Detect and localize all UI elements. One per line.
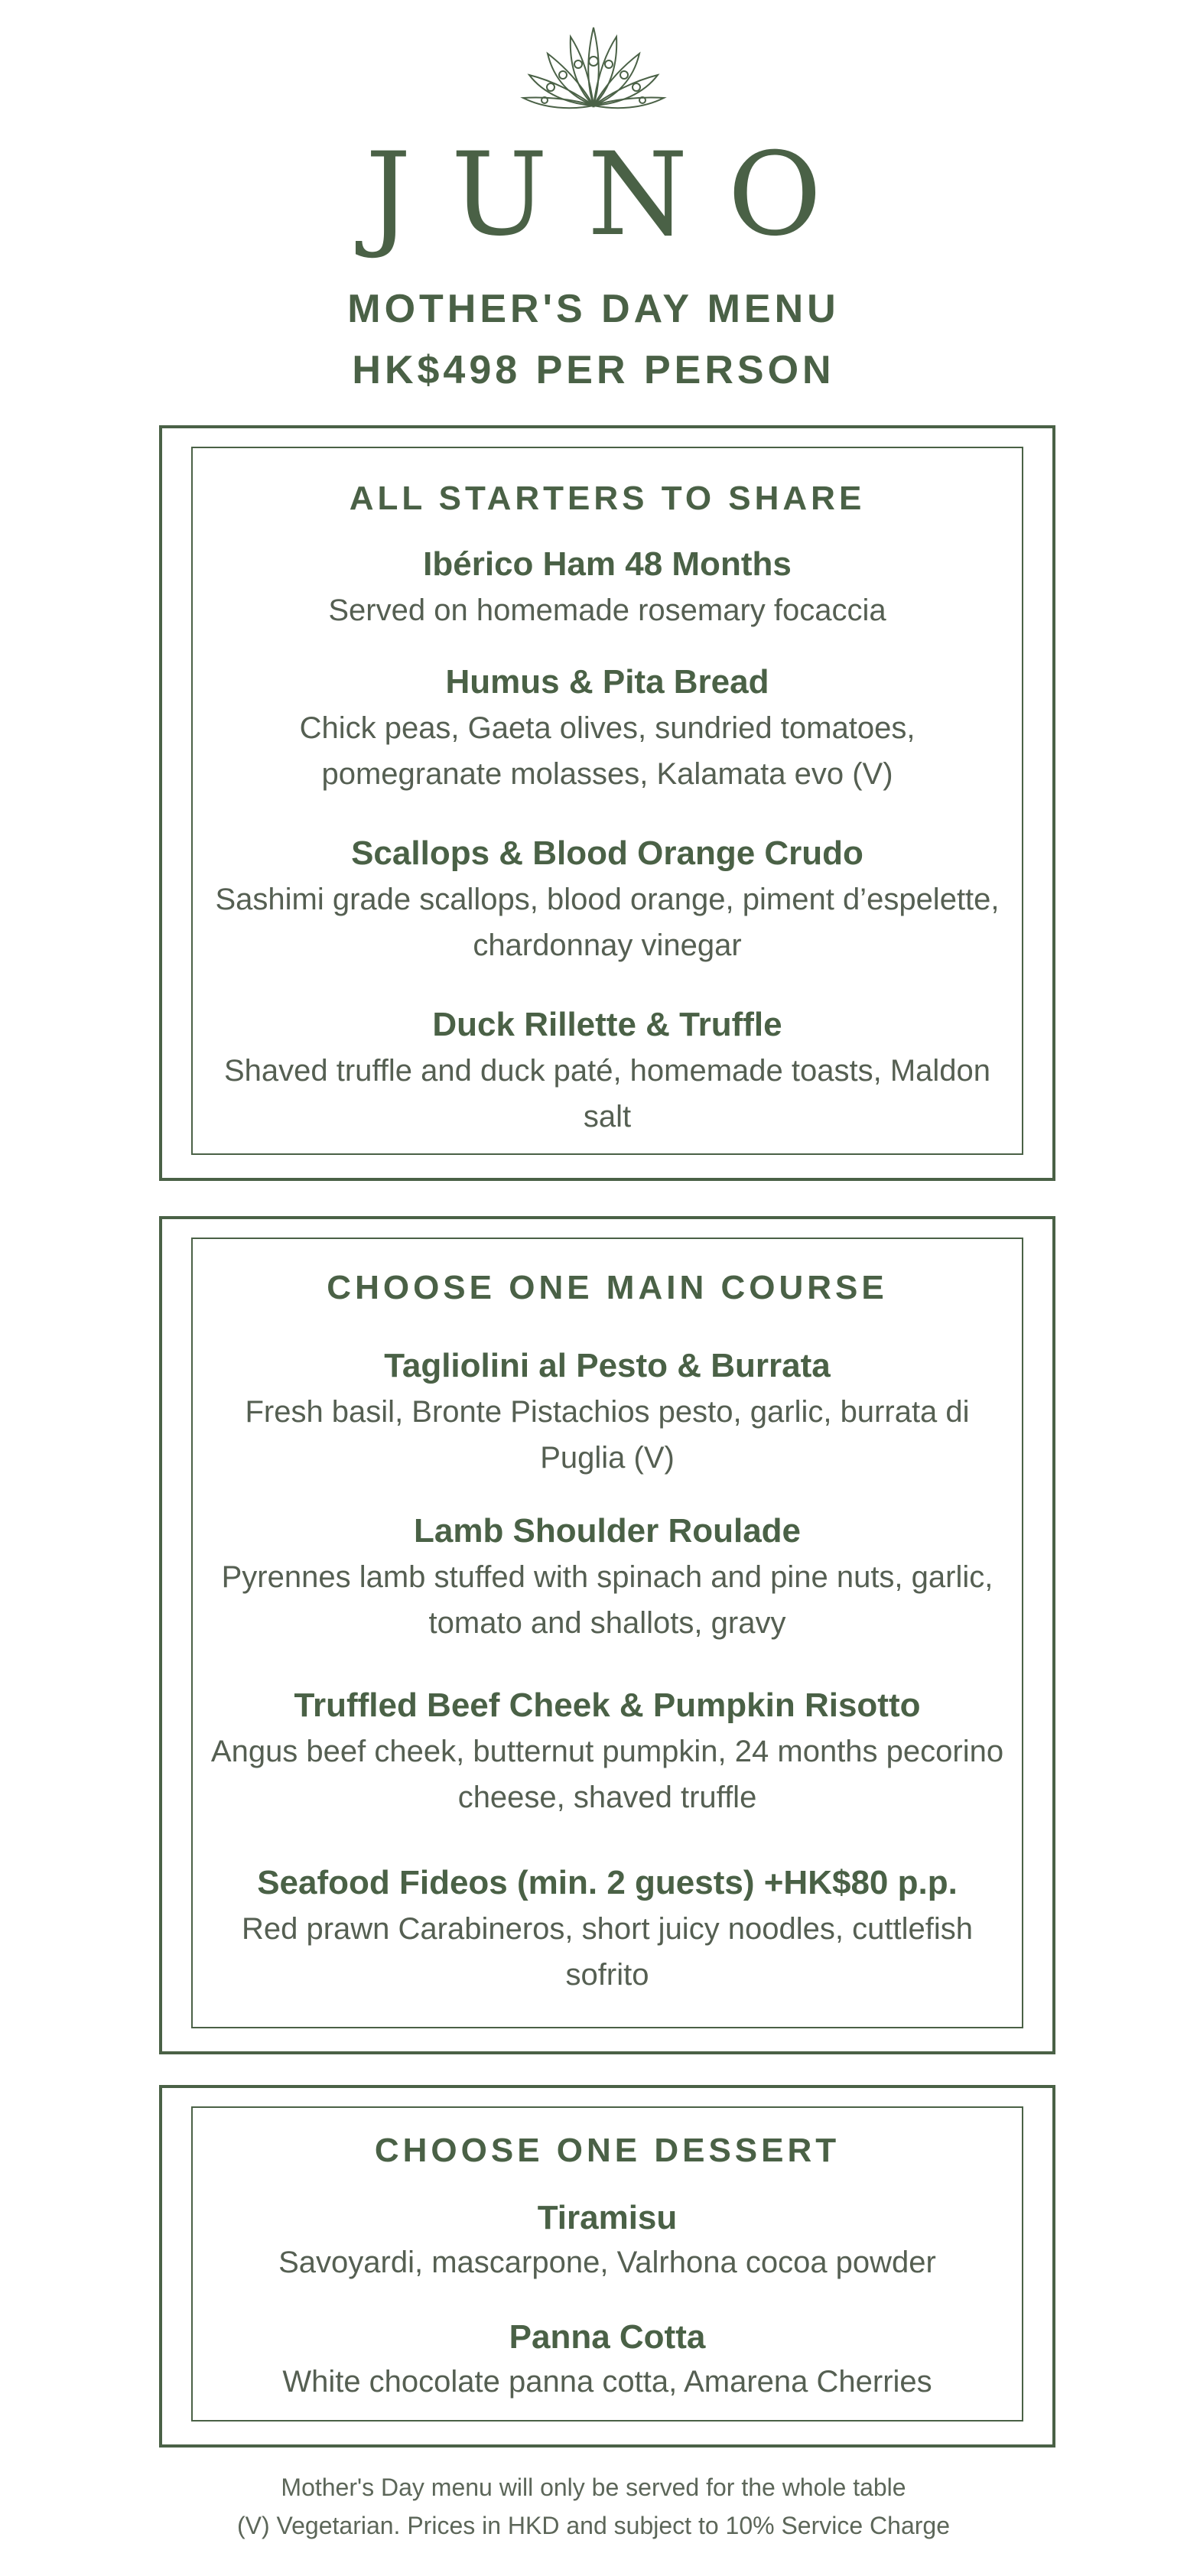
peacock-fan-icon — [517, 14, 670, 113]
mains-section — [159, 1216, 1055, 2054]
starters-heading: ALL STARTERS TO SHARE — [349, 480, 866, 517]
mains-heading: CHOOSE ONE MAIN COURSE — [327, 1269, 888, 1306]
dish-name: Duck Rillette & Truffle — [432, 1006, 782, 1043]
mains-inner-frame — [191, 1238, 1023, 2028]
starters-section — [159, 425, 1055, 1181]
dish-name: Ibérico Ham 48 Months — [423, 545, 792, 583]
dish-name: Tagliolini al Pesto & Burrata — [384, 1347, 831, 1384]
dish-description: Angus beef cheek, butternut pumpkin, 24 months pecorino cheese, shaved truffle — [210, 1735, 1004, 1814]
dish-description: Fresh basil, Bronte Pistachios pesto, garlic, burrata di Puglia (V) — [245, 1395, 970, 1475]
dish-name: Tiramisu — [537, 2199, 678, 2236]
dish-description: Red prawn Carabineros, short juicy noodles, cuttlefish sofrito — [241, 1912, 974, 1992]
footer-note: (V) Vegetarian. Prices in HKD and subject to 10% Service Charge — [236, 2512, 950, 2539]
dish-description: Chick peas, Gaeta olives, sundried tomatoes, pomegranate molasses, Kalamata evo (V) — [299, 711, 915, 791]
starters-inner-frame — [191, 447, 1023, 1155]
dish-description: Pyrennes lamb stuffed with spinach and pine nuts, garlic, tomato and shallots, gravy — [221, 1560, 994, 1640]
desserts-heading: CHOOSE ONE DESSERT — [374, 2132, 841, 2169]
dish-description: White chocolate panna cotta, Amarena Cherries — [282, 2365, 932, 2399]
desserts-section — [159, 2085, 1055, 2448]
dish-name: Scallops & Blood Orange Crudo — [351, 834, 863, 872]
dish-name: Lamb Shoulder Roulade — [413, 1512, 802, 1550]
desserts-inner-frame — [191, 2106, 1023, 2422]
dish-description: Sashimi grade scallops, blood orange, piment d’espelette, chardonnay vinegar — [215, 883, 1000, 962]
menu-price: HK$498 PER PERSON — [352, 348, 835, 392]
dish-description: Shaved truffle and duck paté, homemade toasts, Maldon salt — [223, 1054, 991, 1134]
dish-description: Served on homemade rosemary focaccia — [328, 594, 886, 627]
dish-name: Humus & Pita Bread — [445, 663, 769, 701]
dish-name: Seafood Fideos (min. 2 guests) +HK$80 p.p. — [257, 1864, 958, 1901]
dish-name: Panna Cotta — [509, 2318, 706, 2356]
footer-note: Mother's Day menu will only be served for the whole table — [281, 2474, 906, 2501]
dish-name: Truffled Beef Cheek & Pumpkin Risotto — [294, 1686, 921, 1724]
dish-description: Savoyardi, mascarpone, Valrhona cocoa powder — [278, 2246, 936, 2279]
brand-logotype: JUNO — [365, 128, 862, 262]
menu-title: MOTHER'S DAY MENU — [347, 287, 840, 331]
